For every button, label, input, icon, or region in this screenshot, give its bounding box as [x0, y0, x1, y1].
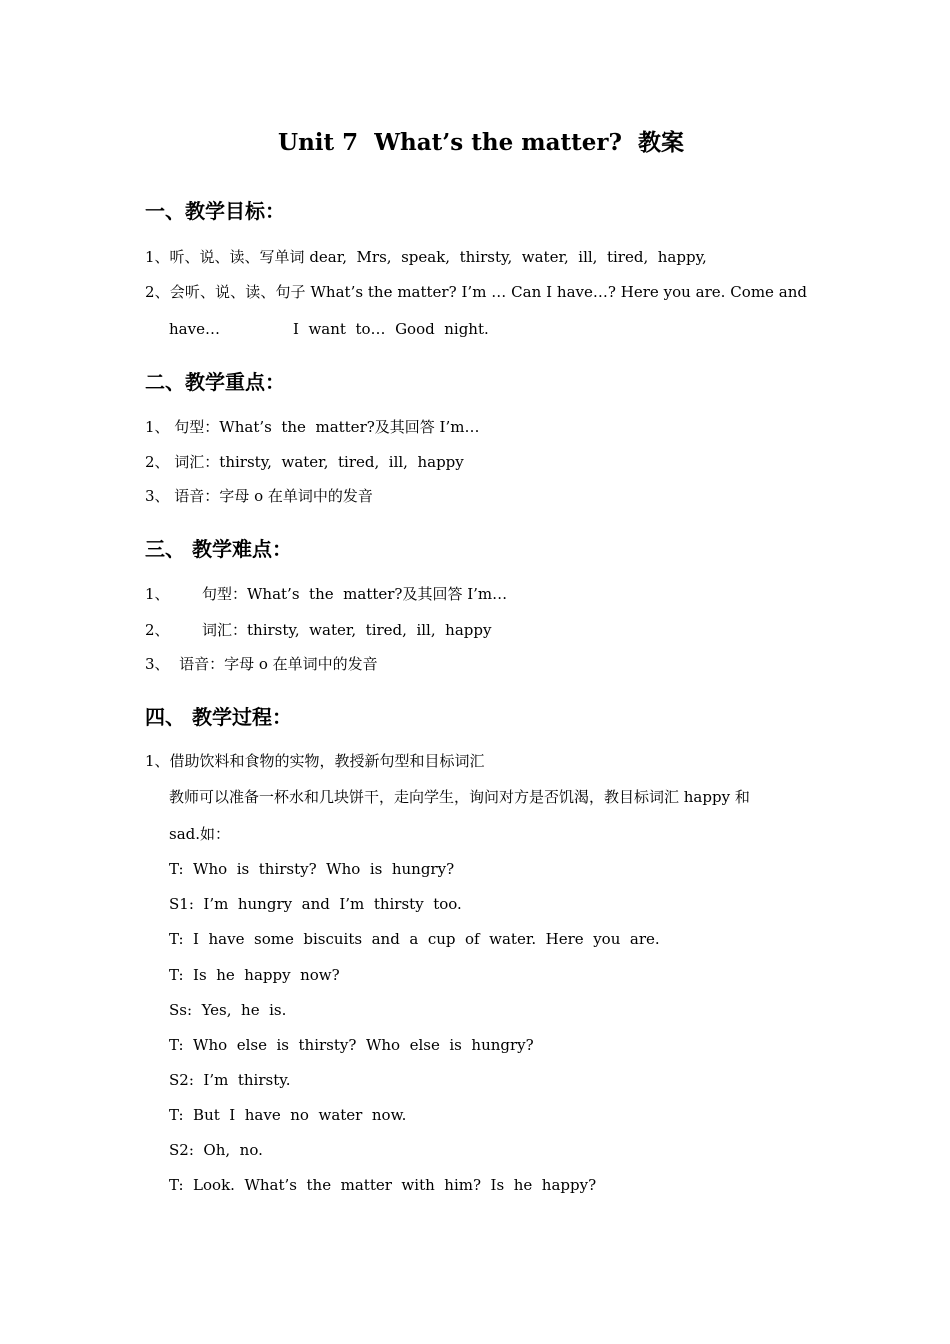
process-step-1: 1、借助饮料和食物的实物，教授新句型和目标词汇	[145, 752, 485, 770]
objective-item-2-line-2a: have…	[169, 320, 220, 338]
difficulty-item-1-text: 句型：What’s the matter?及其回答 I’m…	[202, 585, 508, 603]
process-description-line-2: sad.如：	[169, 825, 231, 843]
objective-item-2-line-1: 2、会听、说、读、句子 What’s the matter? I’m … Can I have…? Here you are. Come and	[145, 283, 807, 301]
difficulty-item-2-number: 2、	[145, 621, 170, 639]
dialogue-line: S2: Oh, no.	[169, 1141, 263, 1159]
difficulty-item-2-text: 词汇：thirsty, water, tired, ill, happy	[202, 621, 492, 639]
objective-item-2-line-2b: I want to… Good night.	[293, 320, 489, 338]
heading-objectives: 一、教学目标：	[145, 199, 285, 223]
document-title: Unit 7 What’s the matter? 教案	[278, 129, 684, 156]
difficulty-item-3: 3、 语音：字母 o 在单词中的发音	[145, 655, 378, 673]
key-point-item-3: 3、 语音：字母 o 在单词中的发音	[145, 487, 373, 505]
dialogue-line: T: Look. What’s the matter with him? Is he happy?	[169, 1176, 597, 1194]
heading-key-points: 二、教学重点：	[145, 370, 285, 394]
dialogue-line: T: Who else is thirsty? Who else is hungry?	[169, 1036, 534, 1054]
dialogue-line: T: But I have no water now.	[169, 1106, 407, 1124]
objective-item-1: 1、听、说、读、写单词 dear, Mrs, speak, thirsty, water, ill, tired, happy,	[145, 248, 707, 266]
dialogue-line: S1: I’m hungry and I’m thirsty too.	[169, 895, 462, 913]
difficulty-item-1-number: 1、	[145, 585, 170, 603]
dialogue-line: S2: I’m thirsty.	[169, 1071, 291, 1089]
dialogue-line: T: Who is thirsty? Who is hungry?	[169, 860, 455, 878]
key-point-item-1: 1、 句型：What’s the matter?及其回答 I’m…	[145, 418, 480, 436]
heading-process: 四、 教学过程：	[145, 705, 292, 729]
key-point-item-2: 2、 词汇：thirsty, water, tired, ill, happy	[145, 453, 464, 471]
heading-difficulties: 三、 教学难点：	[145, 537, 292, 561]
dialogue-line: T: I have some biscuits and a cup of water. Here you are.	[169, 930, 660, 948]
dialogue-line: T: Is he happy now?	[169, 966, 340, 984]
dialogue-line: Ss: Yes, he is.	[169, 1001, 287, 1019]
process-description-line-1: 教师可以准备一杯水和几块饼干，走向学生，询问对方是否饥渴，教目标词汇 happy 和	[169, 788, 750, 806]
